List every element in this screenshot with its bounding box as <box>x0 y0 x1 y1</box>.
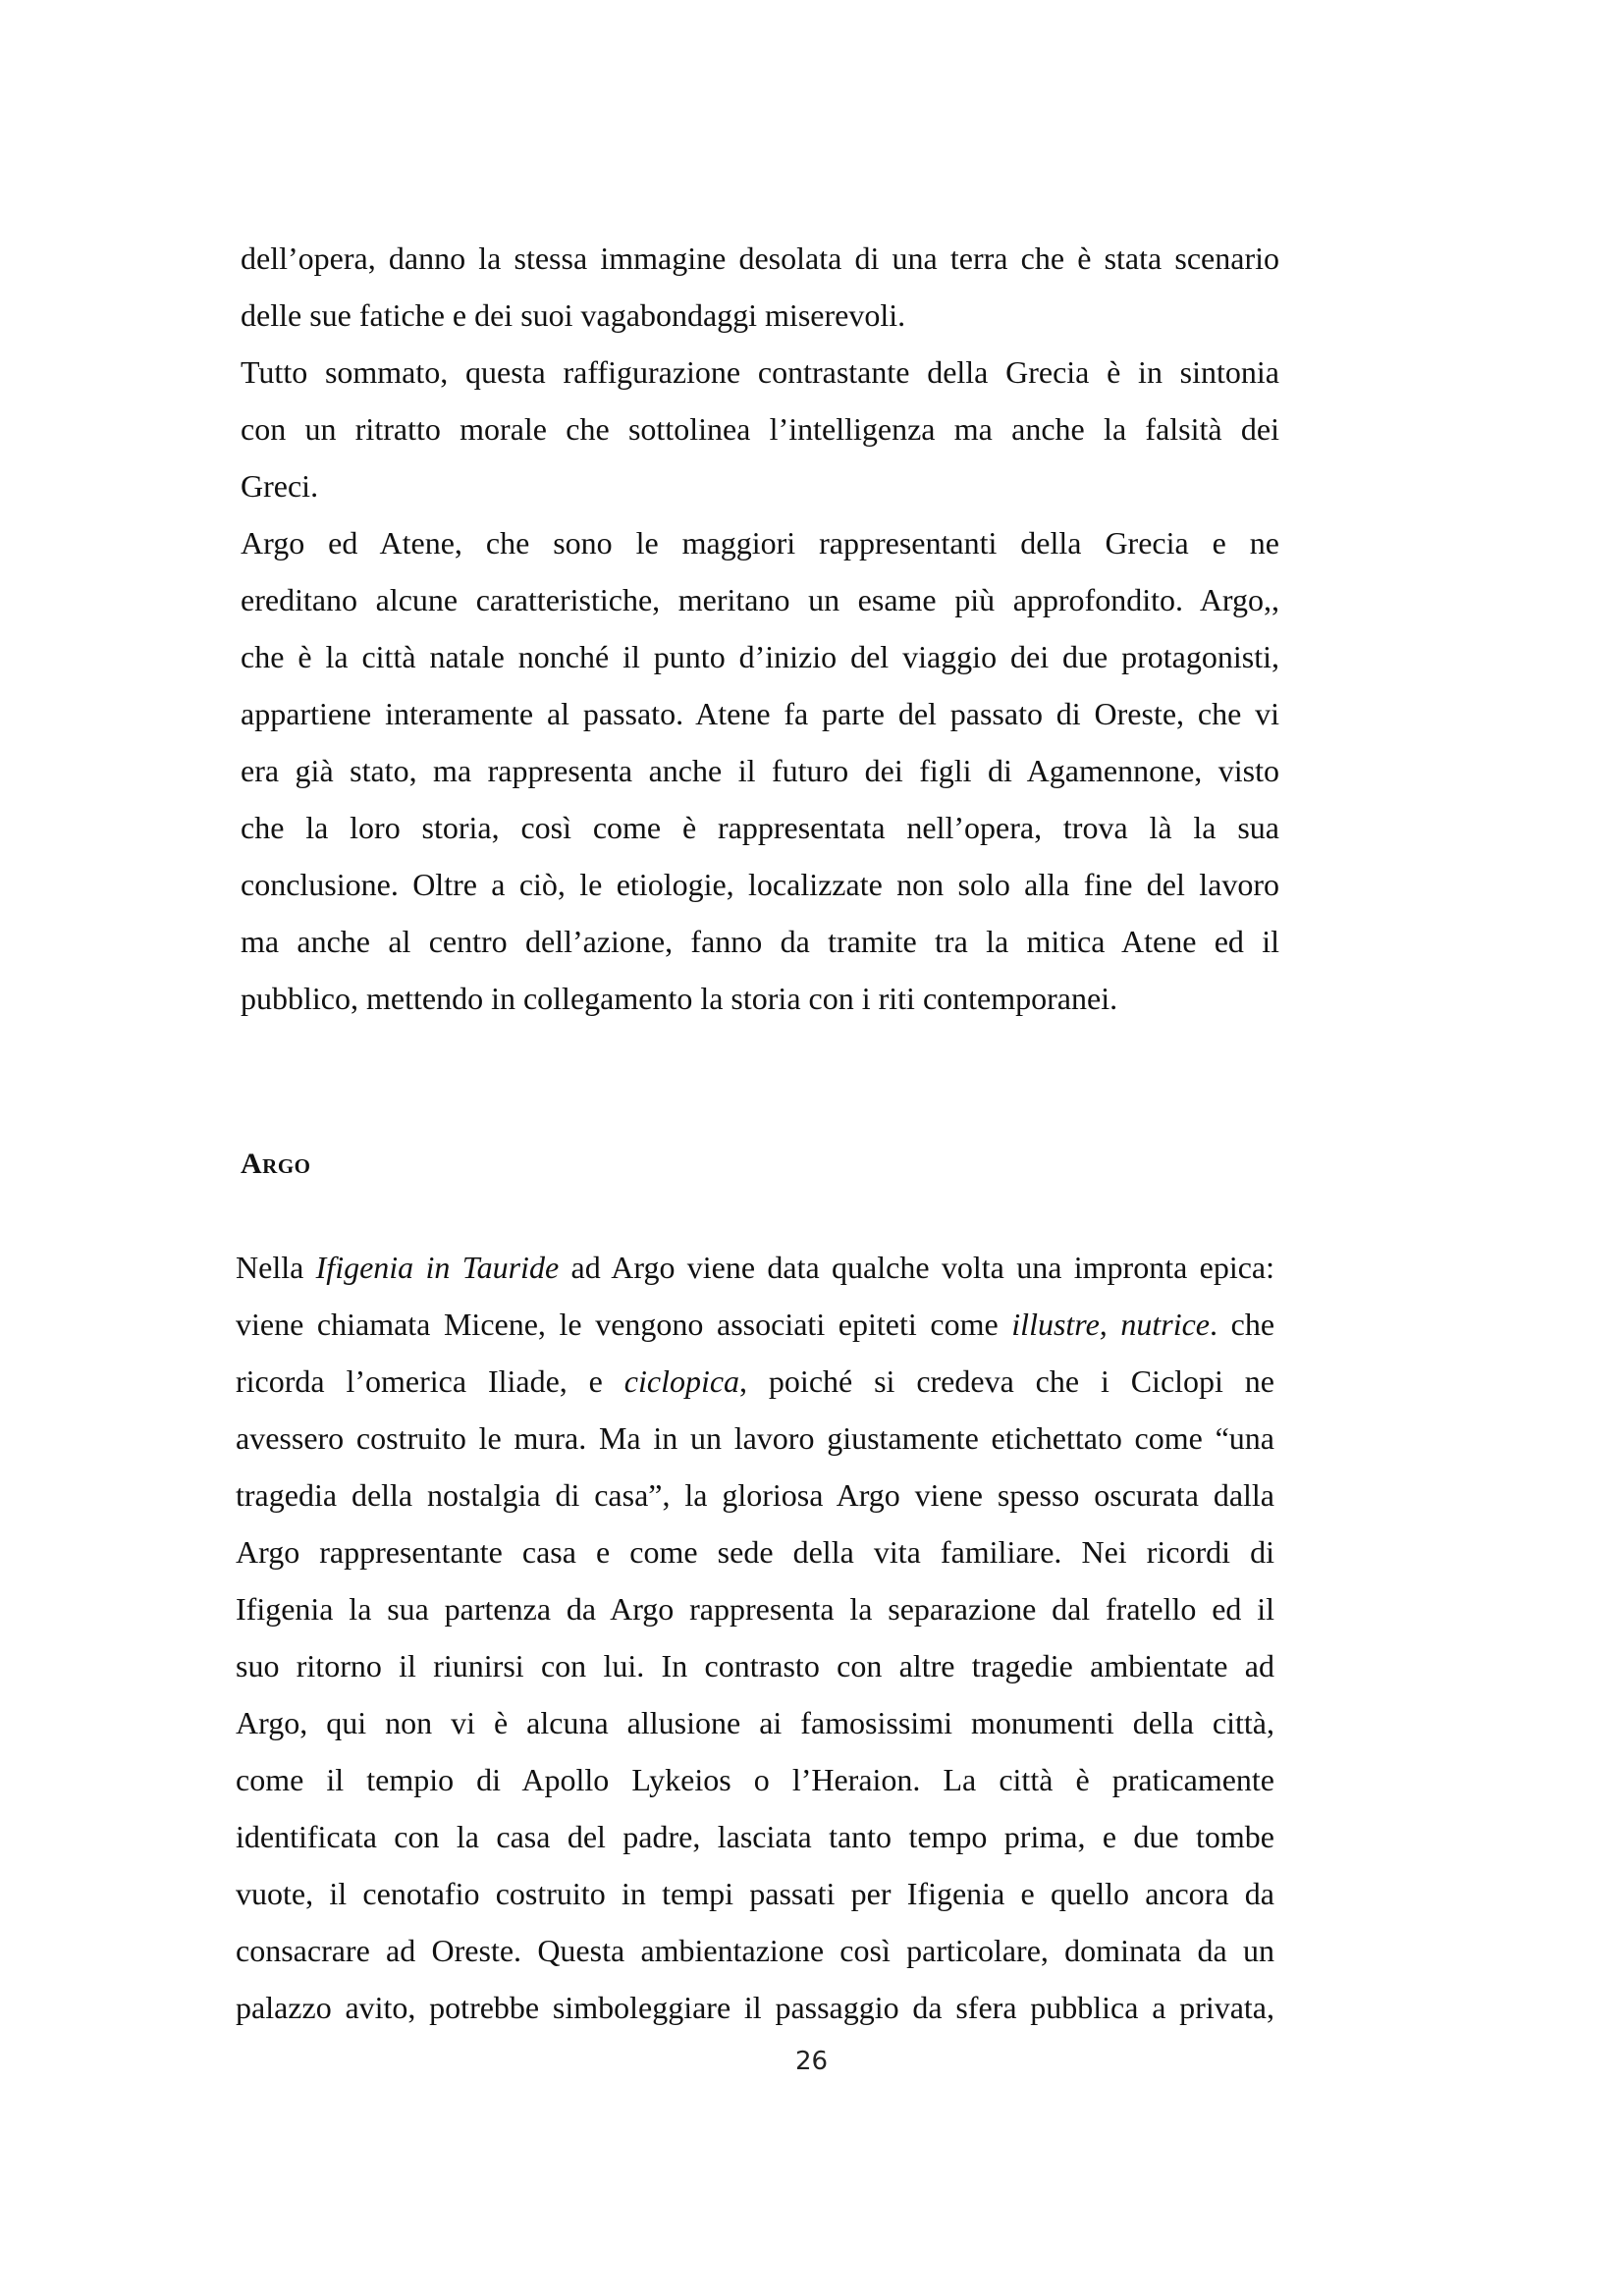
text-line: vuote, il cenotafio costruito in tempi passati per Ifigenia e quello ancora da <box>236 1876 1274 1911</box>
italic-epithet: ciclopica <box>623 1363 740 1399</box>
text-line: dell’opera, danno la stessa immagine desolata di una terra che è stata scenario <box>241 240 1279 276</box>
text-line: suo ritorno il riunirsi con lui. In contrasto con altre tragedie ambientate ad <box>236 1648 1274 1683</box>
text-line: con un ritratto morale che sottolinea l’intelligenza ma anche la falsità dei <box>241 411 1279 447</box>
text-run: Nella <box>236 1250 316 1285</box>
text-run: ricorda l’omerica Iliade, e <box>236 1363 624 1399</box>
text-line: Argo ed Atene, che sono le maggiori rappresentanti della Grecia e ne <box>241 525 1279 561</box>
text-line: Greci. <box>241 468 319 504</box>
text-line: che la loro storia, così come è rappresentata nell’opera, trova là la sua <box>241 810 1279 845</box>
text-line: delle sue fatiche e dei suoi vagabondaggi miserevoli. <box>241 297 906 333</box>
text-line: conclusione. Oltre a ciò, le etiologie, localizzate non solo alla fine del lavoro <box>241 867 1279 902</box>
text-line: tragedia della nostalgia di casa”, la gloriosa Argo viene spesso oscurata dalla <box>236 1477 1274 1513</box>
paragraph-block-argo <box>236 1239 1274 2036</box>
text-line: come il tempio di Apollo Lykeios o l’Heraion. La città è praticamente <box>236 1762 1274 1797</box>
text-line <box>236 1296 1274 1353</box>
text-line <box>236 1353 1274 1410</box>
text-line: Tutto sommato, questa raffigurazione contrastante della Grecia è in sintonia <box>241 354 1279 390</box>
text-line: ma anche al centro dell’azione, fanno da tramite tra la mitica Atene ed il <box>241 924 1279 959</box>
text-line: Argo rappresentante casa e come sede della vita familiare. Nei ricordi di <box>236 1534 1274 1570</box>
text-line <box>236 1239 1274 1296</box>
text-line: Argo, qui non vi è alcuna allusione ai famosissimi monumenti della città, <box>236 1705 1274 1740</box>
text-line: avessero costruito le mura. Ma in un lavoro giustamente etichettato come “una <box>236 1420 1274 1456</box>
paragraph-block-top <box>241 230 1279 1027</box>
text-line: identificata con la casa del padre, lasciata tanto tempo prima, e due tombe <box>236 1819 1274 1854</box>
section-heading: Argo <box>241 1148 311 1180</box>
text-run: , poiché si credeva che i Ciclopi ne <box>739 1363 1275 1399</box>
text-line: ereditano alcune caratteristiche, meritano un esame più approfondito. Argo,, <box>241 582 1279 617</box>
text-run: ad Argo viene data qualche volta una impronta epica: <box>559 1250 1275 1285</box>
text-line: era già stato, ma rappresenta anche il futuro dei figli di Agamennone, visto <box>241 753 1279 788</box>
text-line: che è la città natale nonché il punto d’inizio del viaggio dei due protagonisti, <box>241 639 1279 674</box>
italic-epithets: illustre, nutrice <box>1011 1307 1211 1342</box>
text-run: viene chiamata Micene, le vengono associati epiteti come <box>236 1307 1012 1342</box>
page-number: 26 <box>794 2047 829 2076</box>
text-line: appartiene interamente al passato. Atene fa parte del passato di Oreste, che vi <box>241 696 1279 731</box>
text-line: palazzo avito, potrebbe simboleggiare il passaggio da sfera pubblica a privata, <box>236 1990 1274 2025</box>
text-run: . che <box>1210 1307 1275 1342</box>
italic-title: Ifigenia in Tauride <box>315 1250 560 1285</box>
text-line: Ifigenia la sua partenza da Argo rappresenta la separazione dal fratello ed il <box>236 1591 1274 1627</box>
text-line: pubblico, mettendo in collegamento la storia con i riti contemporanei. <box>241 981 1118 1016</box>
text-line: consacrare ad Oreste. Questa ambientazione così particolare, dominata da un <box>236 1933 1274 1968</box>
